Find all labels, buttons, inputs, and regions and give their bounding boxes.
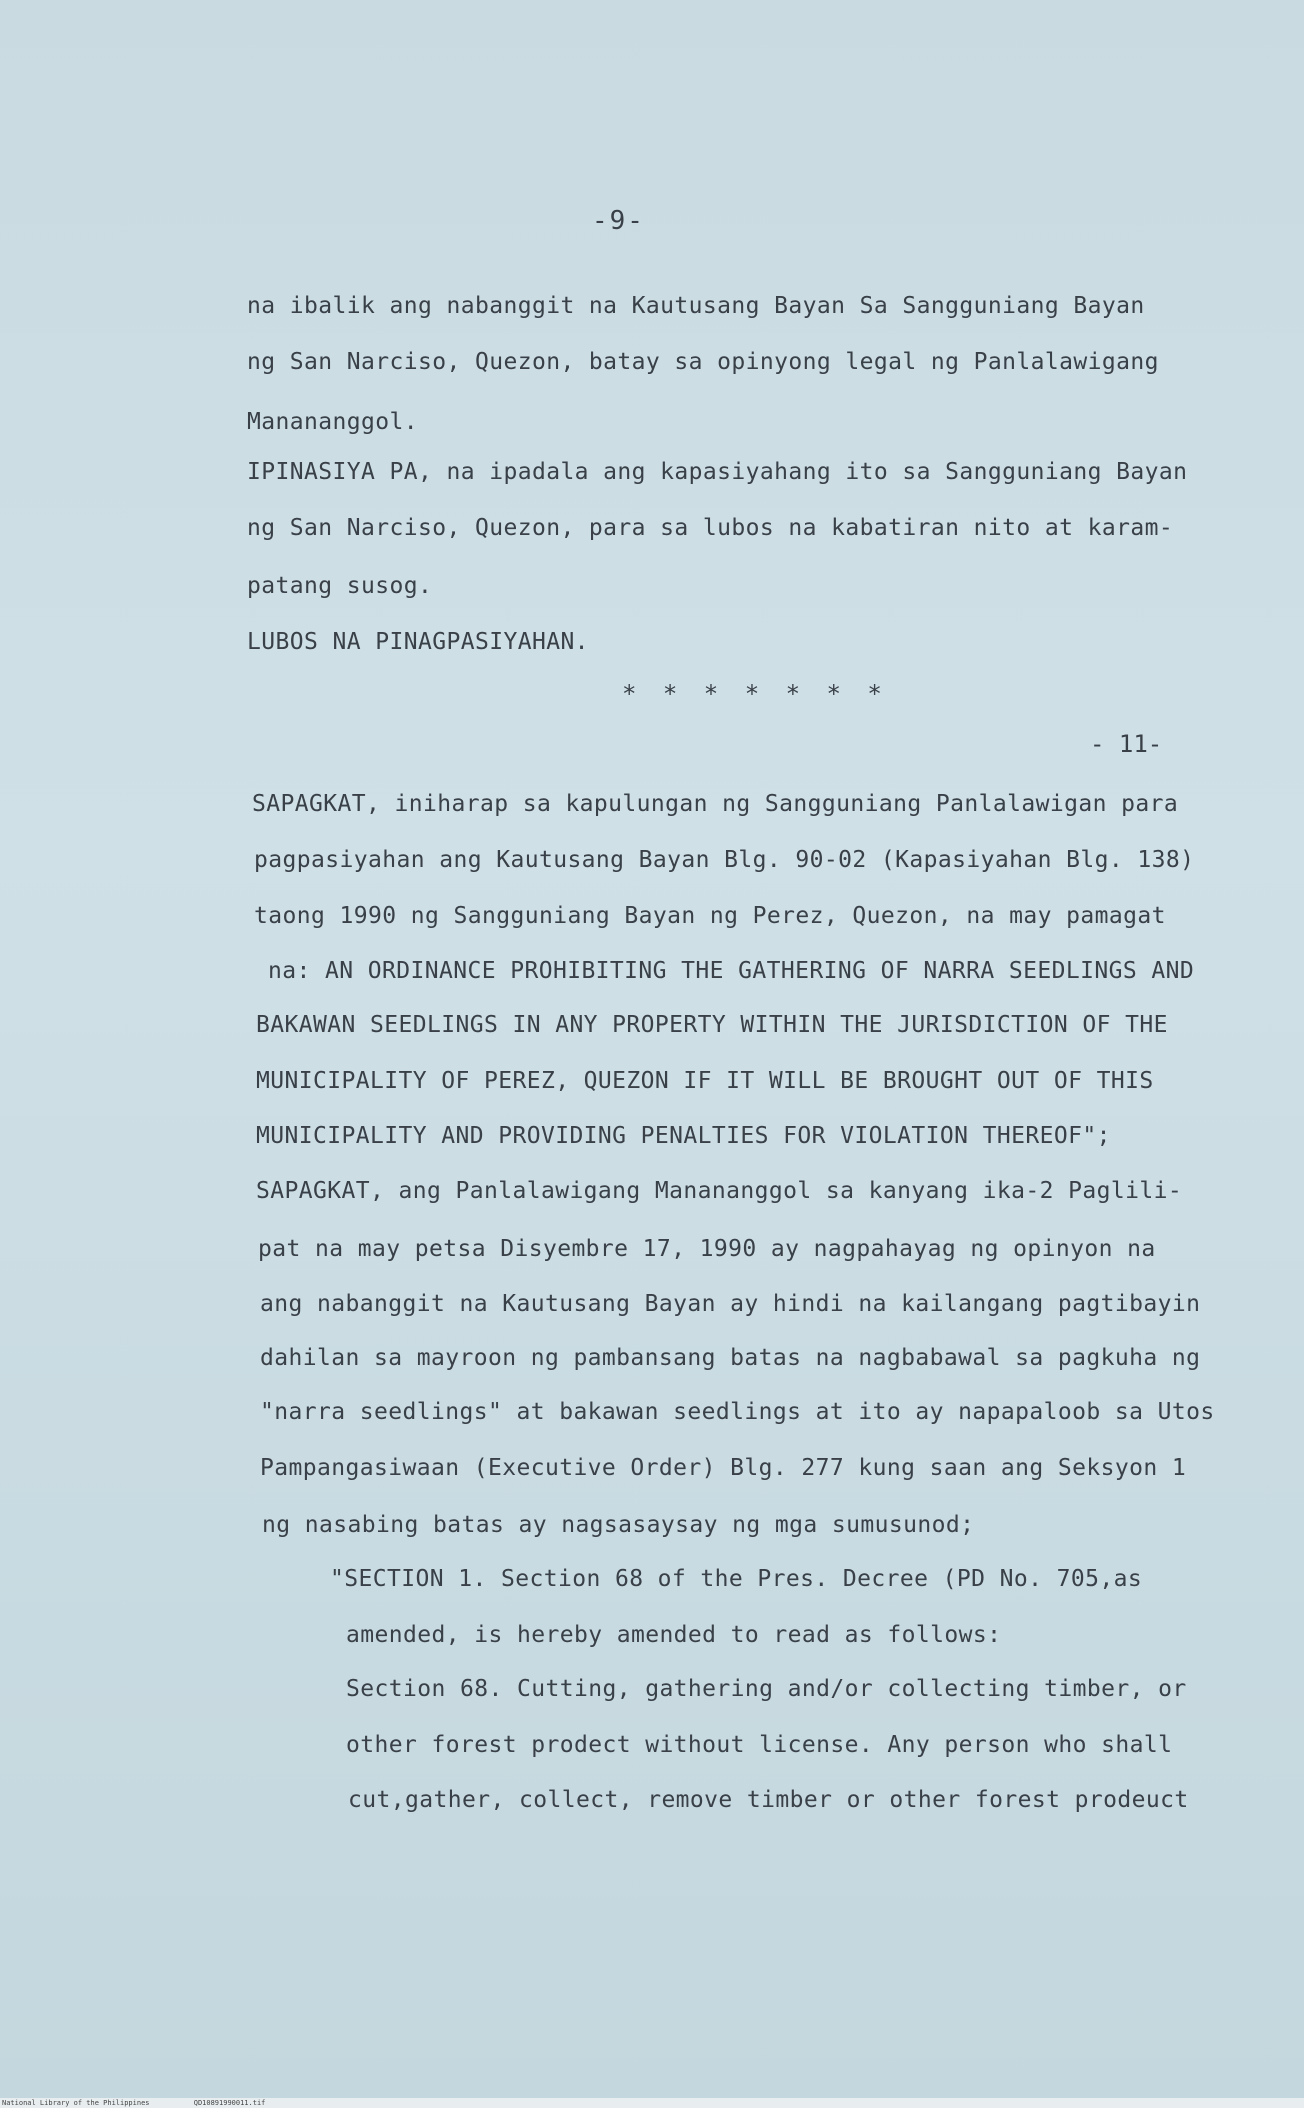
text-line: SAPAGKAT, iniharap sa kapulungan ng Sangguniang Panlalawigan para — [252, 791, 1179, 817]
text-line: IPINASIYA PA, na ipadala ang kapasiyahang ito sa Sangguniang Bayan — [247, 459, 1188, 485]
text-line: Pampangasiwaan (Executive Order) Blg. 277 kung saan ang Seksyon 1 — [260, 1455, 1187, 1481]
text-line: MUNICIPALITY AND PROVIDING PENALTIES FOR VIOLATION THEREOF"; — [256, 1123, 1111, 1149]
text-line: LUBOS NA PINAGPASIYAHAN. — [247, 629, 589, 655]
text-line: ng nasabing batas ay nagsasaysay ng mga sumusunod; — [262, 1512, 975, 1538]
text-line: na ibalik ang nabanggit na Kautusang Bayan Sa Sangguniang Bayan — [247, 293, 1145, 319]
page-number: -9- — [592, 206, 645, 236]
scan-footer — [0, 2098, 1304, 2108]
text-line: amended, is hereby amended to read as follows: — [346, 1622, 1002, 1648]
text-line: taong 1990 ng Sangguniang Bayan ng Perez, Quezon, na may pamagat — [254, 903, 1166, 929]
text-line: MUNICIPALITY OF PEREZ, QUEZON IF IT WILL BE BROUGHT OUT OF THIS — [256, 1068, 1154, 1094]
text-line: Section 68. Cutting, gathering and/or collecting timber, or — [346, 1676, 1187, 1702]
text-line: pat na may petsa Disyembre 17, 1990 ay nagpahayag ng opinyon na — [258, 1236, 1156, 1262]
text-line: "narra seedlings" at bakawan seedlings at ito ay napapaloob sa Utos — [260, 1399, 1215, 1425]
library-name: National Library of the Philippines — [2, 2099, 150, 2107]
text-line: ng San Narciso, Quezon, batay sa opinyong legal ng Panlalawigang — [247, 349, 1159, 375]
text-line: dahilan sa mayroon ng pambansang batas na nagbabawal sa pagkuha ng — [260, 1345, 1201, 1371]
separator: * * * * * * * — [622, 680, 888, 708]
text-line: "SECTION 1. Section 68 of the Pres. Decree (PD No. 705,as — [330, 1566, 1143, 1592]
text-line: ang nabanggit na Kautusang Bayan ay hindi na kailangang pagtibayin — [260, 1291, 1201, 1317]
text-line: patang susog. — [247, 573, 433, 599]
text-line: Manananggol. — [247, 409, 418, 435]
section-number: - 11- — [1090, 730, 1163, 758]
text-line: BAKAWAN SEEDLINGS IN ANY PROPERTY WITHIN THE JURISDICTION OF THE — [256, 1012, 1168, 1038]
text-line: other forest prodect without license. Any person who shall — [346, 1732, 1173, 1758]
text-line: SAPAGKAT, ang Panlalawigang Manananggol sa kanyang ika-2 Paglili- — [256, 1178, 1183, 1204]
text-line: na: AN ORDINANCE PROHIBITING THE GATHERING OF NARRA SEEDLINGS AND — [268, 958, 1195, 984]
text-line: cut,gather, collect, remove timber or other forest prodeuct — [348, 1787, 1189, 1813]
text-line: ng San Narciso, Quezon, para sa lubos na kabatiran nito at karam- — [247, 515, 1174, 541]
text-line: pagpasiyahan ang Kautusang Bayan Blg. 90-02 (Kapasiyahan Blg. 138) — [254, 847, 1195, 873]
file-id: QD10891990011.tif — [193, 2099, 266, 2107]
